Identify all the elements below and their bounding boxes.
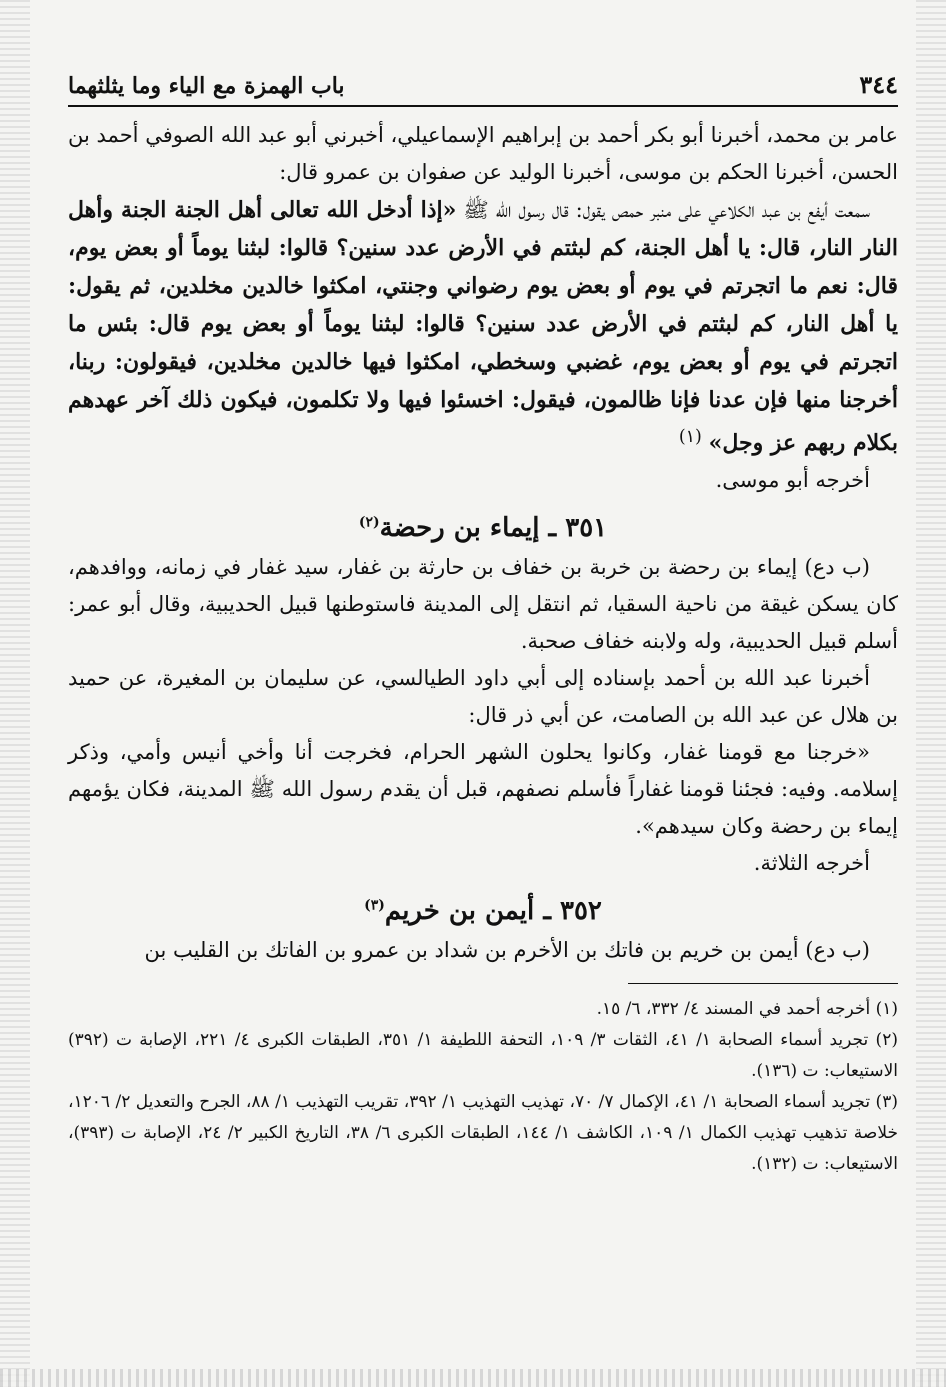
hadith-intro: سمعت أيفع بن عبد الكلاعي على منبر حمص يقول: قال رسول الله ﷺ: [463, 198, 870, 222]
footnote-2: (٢) تجريد أسماء الصحابة ١/ ٤١، الثقات ٣/ ١٠٩، التحفة اللطيفة ١/ ٣٥١، الطبقات الكبرى ٤/ ٢٢١، الإصابة ت (٣٩٢) الاستيعاب: ت (١٣٦).: [68, 1030, 898, 1081]
paragraph-isnad: عامر بن محمد، أخبرنا أبو بكر أحمد بن إبراهيم الإسماعيلي، أخبرني أبو عبد الله الصوفي أحمد بن الحسن، أخبرنا الحكم بن موسى، أخبرنا الوليد عن صفوان بن عمرو قال:: [68, 123, 898, 184]
footnote-ref-3: (٣): [364, 897, 385, 914]
paragraph-takhrij-1: أخرجه أبو موسى.: [715, 468, 870, 492]
entry-title-352-text: ٣٥٢ ـ أيمن بن خريم: [384, 896, 602, 926]
page-edge-right: [916, 0, 946, 1387]
footnote-ref-2: (٢): [358, 514, 380, 531]
footnote-rule: [628, 983, 898, 984]
hadith-text: «إذا أدخل الله تعالى أهل الجنة الجنة وأهل النار النار، قال: يا أهل الجنة، كم لبثتم في الأرض عدد سنين؟ قالوا: لبثنا يوماً أو بعض يوم، قال: نعم ما اتجرتم في يوم أو بعض يوم رضواني وجنتي، امكثوا خالدين مخلدين، ثم يقول: يا أهل النار، كم لبثتم في الأرض عدد سنين؟ قالوا: لبثنا يوماً أو بعض يوم قال: بئس ما اتجرتم في يوم أو بعض يوم، غضبي وسخطي، امكثوا فيها خالدين مخلدين، فيقولون: ربنا، أخرجنا منها فإن عدنا فإنا ظالمون، فيقول: اخسئوا فيها ولا تكلمون، فيكون ذلك آخر عهدهم بكلام ربهم عز وجل»: [68, 197, 898, 456]
page-number: ٣٤٤: [859, 70, 898, 99]
paragraph-isnad-2: أخبرنا عبد الله بن أحمد بإسناده إلى أبي داود الطيالسي، عن سليمان بن المغيرة، عن حميد بن هلال عن عبد الله بن الصامت، عن أبي ذر قال:: [68, 666, 898, 727]
page-edge-bottom: [0, 1369, 946, 1387]
paragraph-entry-352: (ب دع) أيمن بن خريم بن فاتك بن الأخرم بن شداد بن عمرو بن الفاتك بن القليب بن: [144, 938, 870, 962]
footnote-1: (١) أخرجه أحمد في المسند ٤/ ٣٣٢، ٦/ ١٥.: [596, 999, 898, 1019]
page-content: [68, 70, 898, 1180]
paragraph-hadith: [68, 191, 898, 462]
running-header: [68, 70, 898, 107]
entry-title-352: [68, 896, 898, 926]
footnote-ref-1: (١): [678, 427, 702, 447]
paragraph-quote-2: «خرجنا مع قومنا غفار، وكانوا يحلون الشهر الحرام، فخرجت أنا وأخي أنيس وأمي، وذكر إسلامه. وفيه: فجئنا قومنا غفاراً فأسلم نصفهم، قبل أن يقدم رسول الله ﷺ المدينة، فكان يؤمهم إيماء بن رحضة وكان سيدهم».: [68, 740, 898, 838]
entry-title-351: [68, 513, 898, 543]
chapter-title: باب الهمزة مع الياء وما يثلثهما: [68, 73, 345, 99]
footnote-3: (٣) تجريد أسماء الصحابة ١/ ٤١، الإكمال ٧/ ٧٠، تهذيب التهذيب ١/ ٣٩٢، تقريب التهذيب ١/ ٨٨، الجرح والتعديل ٢/ ١٢٠٦، خلاصة تذهيب تهذيب الكمال ١/ ١٠٩، الكاشف ١/ ١٤٤، الطبقات الكبرى ٦/ ٣٨، التاريخ الكبير ٢/ ٢٤، الإصابة ت (٣٩٣)، الاستيعاب: ت (١٣٢).: [68, 1092, 899, 1174]
footnotes: [68, 983, 898, 1180]
page-edge-left: [0, 0, 30, 1387]
paragraph-takhrij-2: أخرجه الثلاثة.: [753, 851, 870, 875]
entry-title-351-text: ٣٥١ ـ إيماء بن رحضة: [379, 513, 608, 543]
paragraph-entry-351: (ب دع) إيماء بن رحضة بن خربة بن خفاف بن حارثة بن غفار، سيد غفار في زمانه، ووافدهم، كان يسكن غيقة من ناحية السقيا، ثم انتقل إلى المدينة فاستوطنها قبيل الحديبية، وقال أبو عمر: أسلم قبيل الحديبية، وله ولابنه خفاف صحبة.: [68, 555, 898, 653]
